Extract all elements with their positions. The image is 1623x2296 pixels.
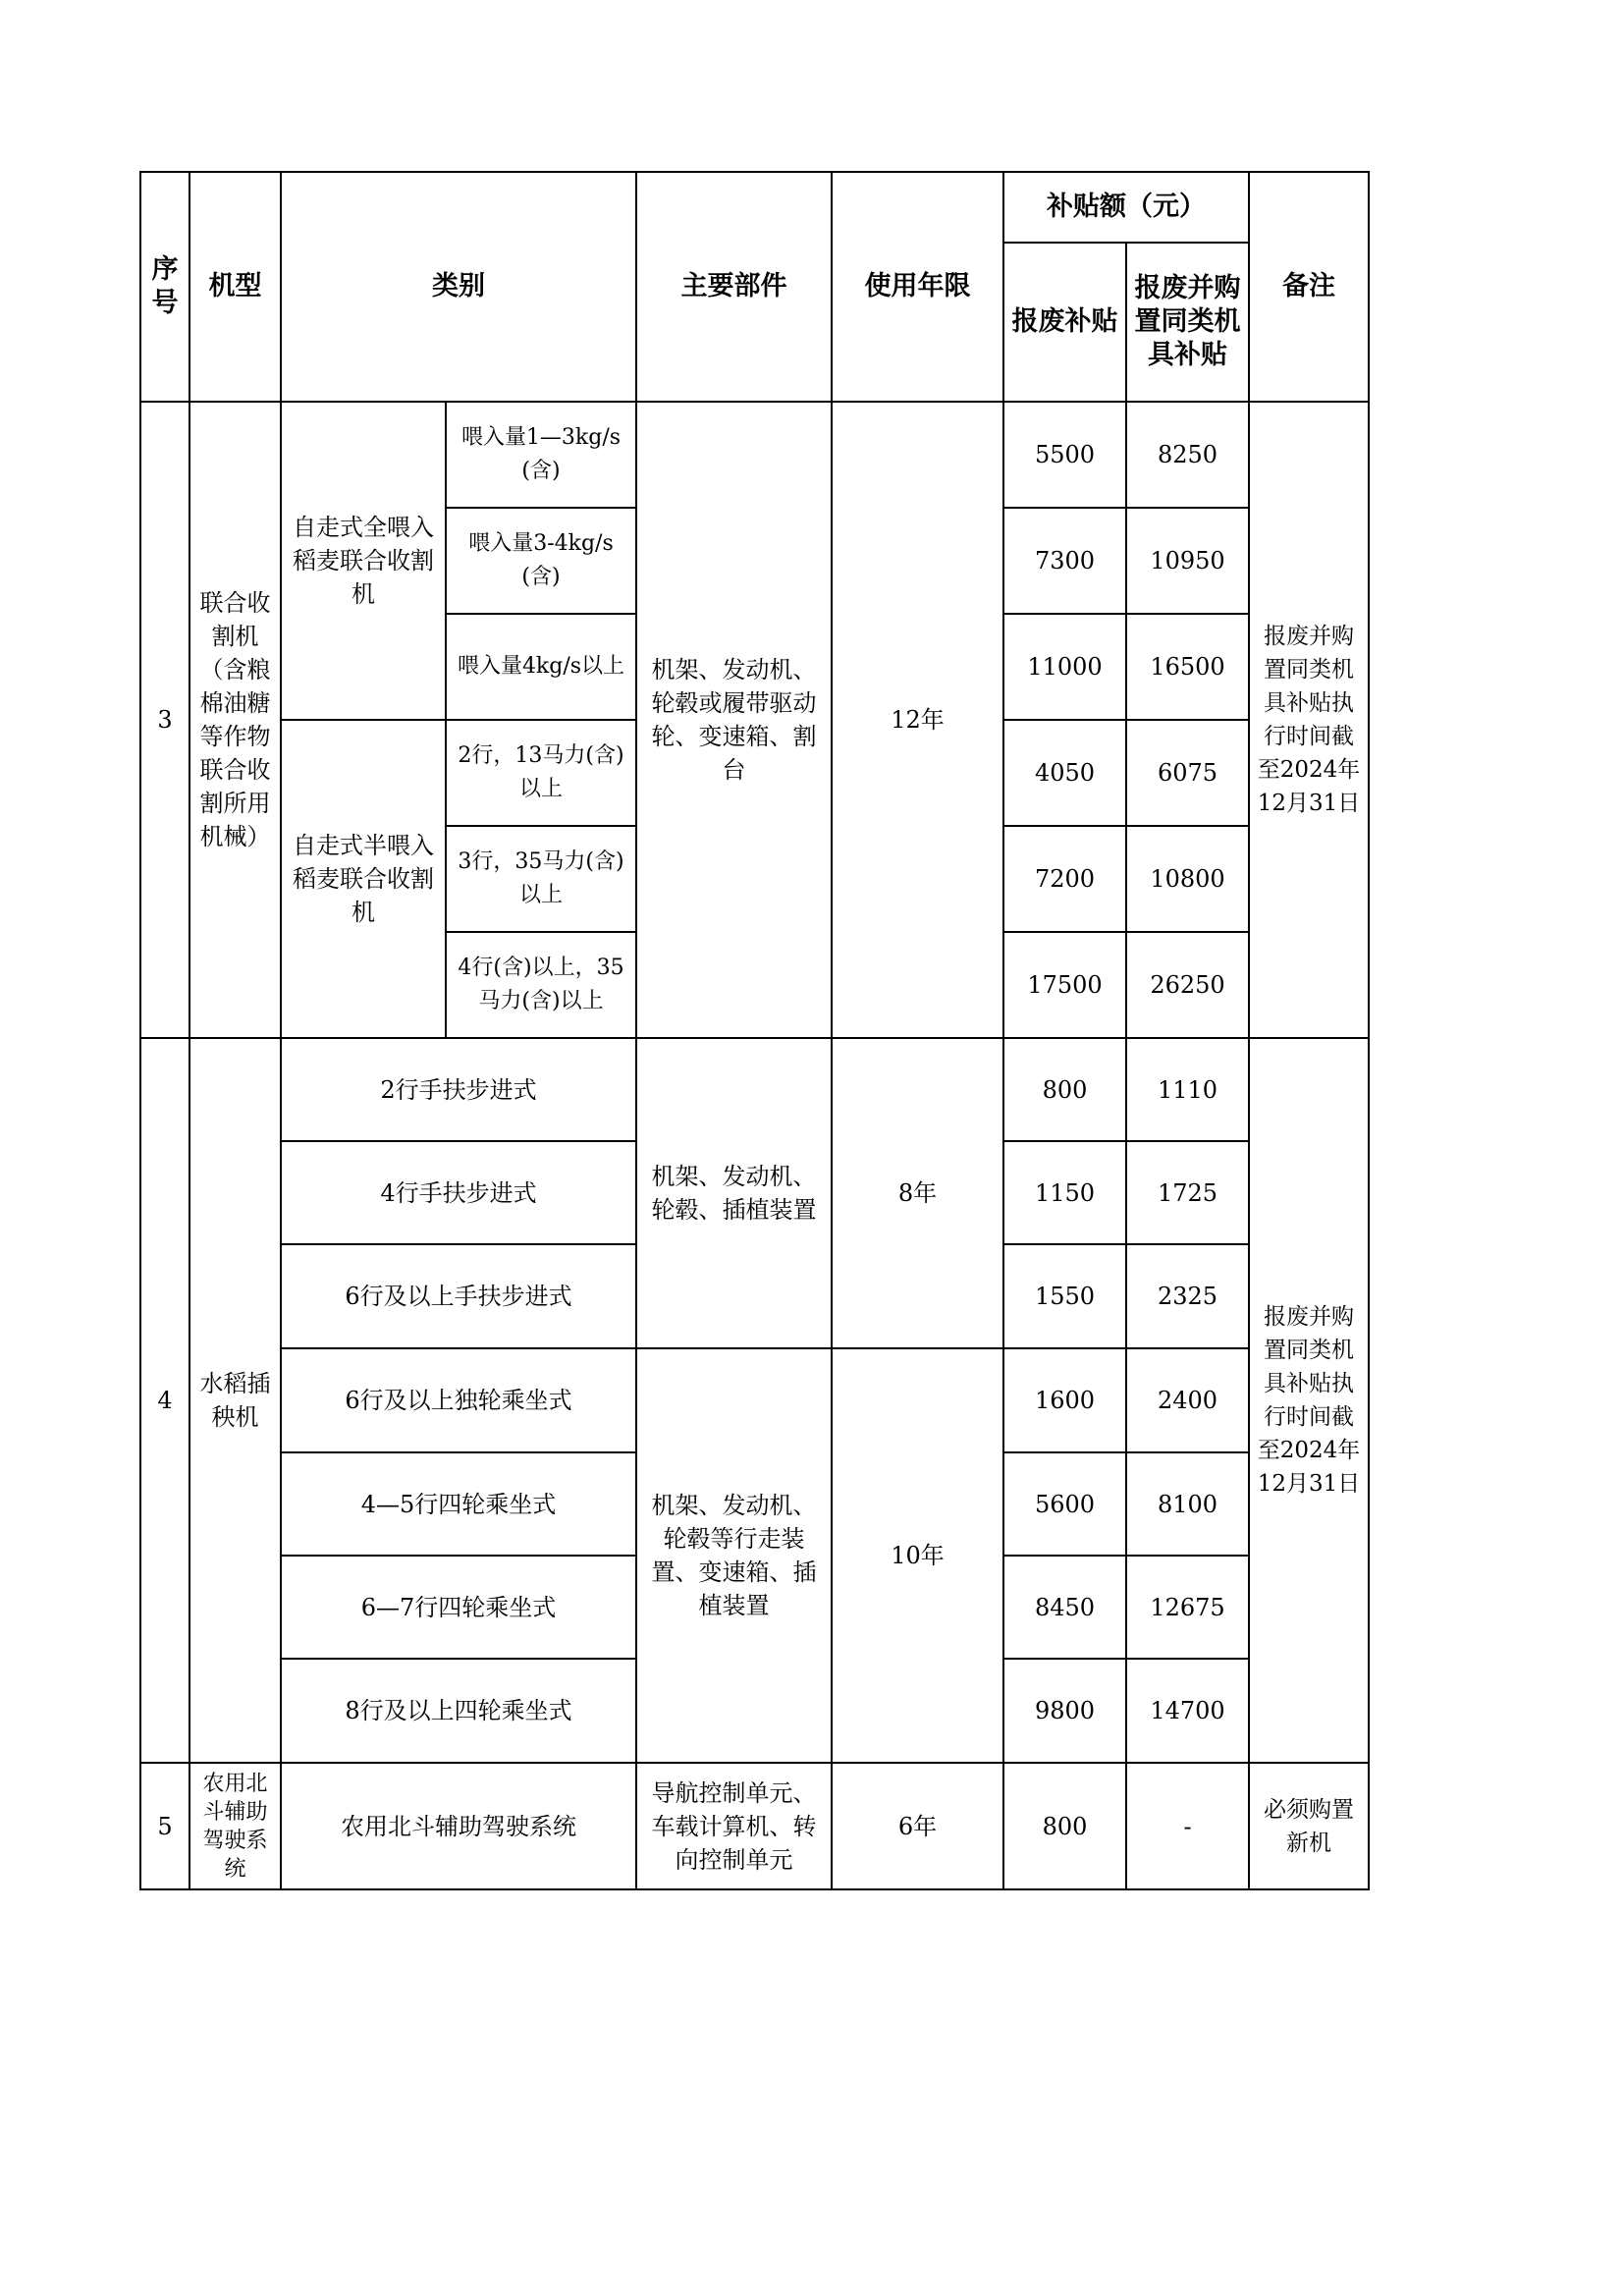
group4-scrap: 8450 — [1003, 1556, 1126, 1659]
group5-parts: 导航控制单元、车载计算机、转向控制单元 — [651, 1778, 817, 1874]
group3-scrap-buy: 16500 — [1126, 614, 1249, 720]
group4-spec: 6行及以上独轮乘坐式 — [281, 1348, 636, 1452]
group4-scrap-buy: 1725 — [1126, 1141, 1249, 1244]
group4-scrap: 1600 — [1003, 1348, 1126, 1452]
group4-scrap: 1550 — [1003, 1244, 1126, 1348]
subsidy-table — [139, 171, 1370, 1890]
group4-remark: 报废并购置同类机具补贴执行时间截至2024年12月31日 — [1249, 1038, 1369, 1763]
group4-scrap: 9800 — [1003, 1659, 1126, 1763]
group3-sub2: 自走式半喂入稻麦联合收割机 — [281, 720, 446, 1038]
group4-spec: 4行手扶步进式 — [281, 1141, 636, 1244]
group4-scrap: 5600 — [1003, 1452, 1126, 1556]
group3-scrap-buy: 10800 — [1126, 826, 1249, 932]
header-seq: 序号 — [140, 172, 189, 402]
group4-scrap: 800 — [1003, 1038, 1126, 1141]
group3-remark: 报废并购置同类机具补贴执行时间截至2024年12月31日 — [1249, 402, 1369, 1038]
group4-scrap-buy: 8100 — [1126, 1452, 1249, 1556]
group4-spec: 8行及以上四轮乘坐式 — [281, 1659, 636, 1763]
group3-parts: 机架、发动机、轮毂或履带驱动轮、变速箱、割台 — [636, 402, 832, 1038]
group5-seq: 5 — [140, 1763, 189, 1889]
group4-parts-a: 机架、发动机、轮毂、插植装置 — [636, 1038, 832, 1348]
group3-spec: 2行，13马力(含)以上 — [446, 720, 636, 826]
group3-spec: 4行(含)以上，35马力(含)以上 — [446, 932, 636, 1038]
group3-scrap: 11000 — [1003, 614, 1126, 720]
group4-parts-b: 机架、发动机、轮毂等行走装置、变速箱、插植装置 — [636, 1348, 832, 1763]
group3-scrap: 17500 — [1003, 932, 1126, 1038]
group4-scrap-buy: 2325 — [1126, 1244, 1249, 1348]
group5-parts-cell — [636, 1763, 832, 1889]
group3-scrap: 4050 — [1003, 720, 1126, 826]
group4-scrap-buy: 12675 — [1126, 1556, 1249, 1659]
header-remark: 备注 — [1249, 172, 1369, 402]
group4-spec: 6行及以上手扶步进式 — [281, 1244, 636, 1348]
group3-scrap: 7300 — [1003, 508, 1126, 614]
group5-remark: 必须购置新机 — [1249, 1763, 1369, 1889]
group3-scrap-buy: 26250 — [1126, 932, 1249, 1038]
header-scrap: 报废补贴 — [1003, 243, 1126, 402]
group3-scrap: 7200 — [1003, 826, 1126, 932]
group5-spec: 农用北斗辅助驾驶系统 — [281, 1763, 636, 1889]
header-subsidy: 补贴额（元） — [1003, 172, 1249, 243]
group4-scrap-buy: 14700 — [1126, 1659, 1249, 1763]
group4-spec: 2行手扶步进式 — [281, 1038, 636, 1141]
group4-scrap: 1150 — [1003, 1141, 1126, 1244]
group3-model: 联合收割机（含粮棉油糖等作物联合收割所用机械） — [189, 402, 281, 1038]
group4-spec: 6—7行四轮乘坐式 — [281, 1556, 636, 1659]
group5-scrap-buy: - — [1126, 1763, 1249, 1889]
group3-spec: 喂入量1—3kg/s(含) — [446, 402, 636, 508]
header-parts: 主要部件 — [636, 172, 832, 402]
group3-spec: 喂入量4kg/s以上 — [446, 614, 636, 720]
header-category: 类别 — [281, 172, 636, 402]
group4-model: 水稻插秧机 — [189, 1038, 281, 1763]
group4-spec: 4—5行四轮乘坐式 — [281, 1452, 636, 1556]
group3-spec: 喂入量3-4kg/s(含) — [446, 508, 636, 614]
header-years: 使用年限 — [832, 172, 1003, 402]
group3-spec: 3行，35马力(含)以上 — [446, 826, 636, 932]
group5-scrap: 800 — [1003, 1763, 1126, 1889]
group5-years: 6年 — [832, 1763, 1003, 1889]
group4-scrap-buy: 2400 — [1126, 1348, 1249, 1452]
header-scrap-buy: 报废并购置同类机具补贴 — [1126, 243, 1249, 402]
group4-scrap-buy: 1110 — [1126, 1038, 1249, 1141]
group3-sub1: 自走式全喂入稻麦联合收割机 — [281, 402, 446, 720]
group3-scrap: 5500 — [1003, 402, 1126, 508]
group3-years: 12年 — [832, 402, 1003, 1038]
group4-years-b: 10年 — [832, 1348, 1003, 1763]
group5-model: 农用北斗辅助驾驶系统 — [189, 1763, 281, 1889]
group3-scrap-buy: 10950 — [1126, 508, 1249, 614]
group3-scrap-buy: 6075 — [1126, 720, 1249, 826]
group4-seq: 4 — [140, 1038, 189, 1763]
group4-years-a: 8年 — [832, 1038, 1003, 1348]
group3-seq: 3 — [140, 402, 189, 1038]
header-model: 机型 — [189, 172, 281, 402]
group3-scrap-buy: 8250 — [1126, 402, 1249, 508]
